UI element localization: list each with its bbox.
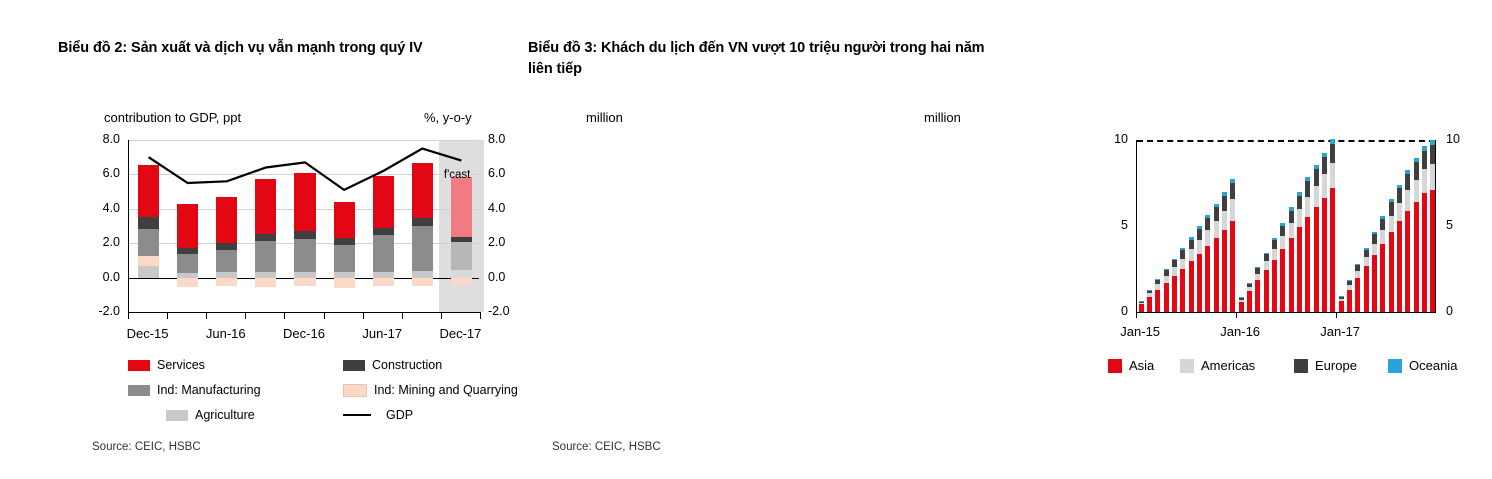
legend-swatch-services	[128, 360, 150, 371]
bar-column	[1172, 140, 1177, 312]
bar-segment	[1422, 193, 1427, 312]
bar-column	[1272, 140, 1277, 312]
bar-segment	[1172, 267, 1177, 276]
legend-swatch-construction	[343, 360, 365, 371]
bar-segment	[1347, 280, 1352, 281]
bar-segment	[1147, 297, 1152, 312]
bar-column	[1339, 140, 1344, 312]
right-chart-plot	[1136, 140, 1436, 312]
bar-segment	[1189, 240, 1194, 250]
bar-column	[1364, 140, 1369, 312]
bar-column	[1322, 140, 1327, 312]
legend-swatch-oceania	[1388, 359, 1402, 373]
bar-segment	[1222, 192, 1227, 196]
bar-segment	[1189, 249, 1194, 261]
y2-tick-label: 0	[1446, 304, 1453, 318]
bar-segment	[1380, 216, 1385, 219]
x-tick-mark	[128, 312, 129, 319]
bar-segment	[1314, 165, 1319, 169]
bar-segment	[1347, 285, 1352, 290]
bar-segment	[1164, 269, 1169, 270]
bar-column	[1180, 140, 1185, 312]
bar-segment	[1330, 163, 1335, 188]
x-tick-mark	[167, 312, 168, 319]
bar-segment	[1380, 244, 1385, 312]
bar-segment	[1239, 302, 1244, 312]
bar-column	[1430, 140, 1435, 312]
legend-item-services	[128, 358, 205, 372]
bar-segment	[1247, 284, 1252, 287]
bar-segment	[1339, 297, 1344, 299]
bar-segment	[1364, 250, 1369, 258]
y2-tick-label: 0.0	[488, 269, 506, 284]
bar-segment	[1280, 226, 1285, 236]
y-tick-label: -2.0	[98, 304, 120, 318]
right-chart-right-axis-caption: million	[924, 110, 961, 125]
bar-segment	[1255, 267, 1260, 268]
x-tick-mark	[480, 312, 481, 319]
x-tick-label: Jan-16	[1220, 324, 1261, 339]
bar-segment	[1264, 270, 1269, 312]
bar-segment	[1330, 188, 1335, 312]
bar-segment	[1197, 240, 1202, 254]
bar-segment	[1389, 232, 1394, 312]
bar-segment	[1372, 244, 1377, 255]
legend-label-agriculture: Agriculture	[195, 408, 255, 422]
x-tick-mark	[324, 312, 325, 319]
bar-segment	[1172, 259, 1177, 261]
bar-segment	[1314, 207, 1319, 312]
chart-title-left: Biểu đồ 2: Sản xuất và dịch vụ vẫn mạnh trong quý IV	[58, 40, 423, 56]
bar-segment	[1297, 196, 1302, 210]
bar-segment	[1430, 145, 1435, 164]
legend-item-agriculture	[166, 408, 255, 422]
bar-column	[1197, 140, 1202, 312]
x-tick-label: Jun-16	[205, 326, 246, 341]
bar-segment	[1222, 230, 1227, 312]
bar-segment	[1264, 254, 1269, 261]
bar-column	[1139, 140, 1144, 312]
bar-segment	[1255, 274, 1260, 281]
bar-segment	[1355, 271, 1360, 278]
legend-item-manufacturing	[128, 383, 261, 397]
legend-label-americas: Americas	[1201, 358, 1256, 373]
legend-item-europe	[1294, 358, 1357, 373]
bar-segment	[1247, 291, 1252, 312]
bar-segment	[1255, 268, 1260, 273]
bar-column	[1289, 140, 1294, 312]
bar-segment	[1139, 304, 1144, 312]
bar-segment	[1389, 216, 1394, 232]
bar-column	[1330, 140, 1335, 312]
source-note-right: Source: CEIC, HSBC	[552, 441, 661, 453]
y2-tick-label: 6.0	[488, 166, 506, 181]
bar-segment	[1189, 237, 1194, 239]
bar-segment	[1239, 297, 1244, 298]
x-tick-mark	[284, 312, 285, 319]
bar-segment	[1305, 177, 1310, 181]
y2-tick-label: 10	[1446, 132, 1460, 146]
x-tick-label: Jan-15	[1120, 324, 1161, 339]
bar-segment	[1197, 226, 1202, 229]
bar-segment	[1147, 293, 1152, 296]
legend-item-mining	[343, 383, 518, 397]
bar-column	[1189, 140, 1194, 312]
bar-segment	[1397, 185, 1402, 189]
bar-segment	[1422, 146, 1427, 151]
y-tick-label: 6.0	[102, 166, 120, 181]
bar-segment	[1405, 190, 1410, 211]
bar-segment	[1222, 211, 1227, 230]
bar-segment	[1405, 174, 1410, 190]
bar-segment	[1205, 246, 1210, 312]
bar-column	[1355, 140, 1360, 312]
forecast-label: f'cast	[443, 169, 471, 182]
x-tick-mark	[441, 312, 442, 319]
x-axis-line	[128, 312, 480, 313]
bar-segment	[1239, 300, 1244, 302]
y2-tick-label: 8.0	[488, 132, 506, 146]
bar-segment	[1389, 199, 1394, 202]
bar-column	[1155, 140, 1160, 312]
x-tick-label: Jan-17	[1320, 324, 1361, 339]
y-tick-label: 10	[1114, 132, 1128, 146]
bar-segment	[1155, 284, 1160, 289]
bar-segment	[1347, 290, 1352, 312]
x-tick-mark	[402, 312, 403, 319]
bar-segment	[1155, 290, 1160, 312]
bar-segment	[1164, 283, 1169, 312]
bar-segment	[1414, 162, 1419, 179]
legend-label-europe: Europe	[1315, 358, 1357, 373]
bar-segment	[1205, 215, 1210, 218]
x-tick-label: Dec-15	[126, 326, 169, 341]
bar-segment	[1147, 290, 1152, 291]
bar-segment	[1414, 202, 1419, 312]
bar-segment	[1264, 253, 1269, 255]
y-tick-label: 5	[1121, 218, 1128, 232]
right-axis-caption: %, y-o-y	[424, 110, 472, 125]
bar-segment	[1314, 169, 1319, 185]
bar-segment	[1322, 198, 1327, 312]
bar-column	[1205, 140, 1210, 312]
bar-segment	[1355, 265, 1360, 271]
bar-segment	[1230, 199, 1235, 221]
legend-label-services: Services	[157, 358, 205, 372]
bar-column	[1347, 140, 1352, 312]
legend-item-asia	[1108, 358, 1154, 373]
bar-segment	[1139, 303, 1144, 305]
x-tick-mark	[363, 312, 364, 319]
x-tick-mark	[1136, 312, 1137, 318]
bar-segment	[1172, 260, 1177, 267]
x-tick-mark	[206, 312, 207, 319]
bar-segment	[1297, 227, 1302, 312]
bar-segment	[1305, 217, 1310, 312]
bar-column	[1247, 140, 1252, 312]
bar-segment	[1189, 261, 1194, 312]
bar-column	[1405, 140, 1410, 312]
legend-label-construction: Construction	[372, 358, 443, 372]
right-chart-left-axis-caption: million	[586, 110, 623, 125]
left-chart-plot	[128, 140, 480, 312]
bar-segment	[1347, 281, 1352, 285]
bar-column	[1222, 140, 1227, 312]
bar-segment	[1272, 238, 1277, 240]
bar-column	[1305, 140, 1310, 312]
bar-segment	[1339, 301, 1344, 312]
bar-segment	[1280, 223, 1285, 226]
bar-segment	[1422, 169, 1427, 193]
legend-label-gdp: GDP	[386, 408, 414, 422]
legend-left	[128, 358, 518, 433]
legend-label-oceania: Oceania	[1409, 358, 1458, 373]
bar-segment	[1397, 221, 1402, 312]
bar-segment	[1180, 250, 1185, 258]
bar-segment	[1380, 219, 1385, 230]
x-tick-label: Jun-17	[362, 326, 403, 341]
legend-swatch-asia	[1108, 359, 1122, 373]
legend-swatch-mining	[343, 384, 367, 397]
legend-label-asia: Asia	[1129, 358, 1155, 373]
bar-segment	[1230, 179, 1235, 183]
bar-segment	[1405, 211, 1410, 312]
bar-segment	[1264, 261, 1269, 270]
legend-item-construction	[343, 358, 442, 372]
bar-segment	[1289, 211, 1294, 223]
x-tick-mark	[1236, 312, 1237, 318]
bar-segment	[1364, 257, 1369, 266]
y2-tick-label: -2.0	[488, 304, 510, 318]
bar-segment	[1322, 174, 1327, 197]
bar-column	[1230, 140, 1235, 312]
bar-column	[1297, 140, 1302, 312]
bar-column	[1255, 140, 1260, 312]
bar-segment	[1214, 207, 1219, 221]
bar-segment	[1205, 230, 1210, 245]
bar-segment	[1214, 204, 1219, 207]
bar-segment	[1255, 280, 1260, 312]
bar-segment	[1322, 157, 1327, 174]
bar-segment	[1164, 270, 1169, 276]
bar-segment	[1205, 218, 1210, 230]
legend-item-oceania	[1388, 358, 1457, 373]
bar-segment	[1355, 278, 1360, 312]
y-tick-label: 8.0	[102, 132, 120, 146]
legend-item-gdp	[343, 408, 413, 422]
bar-segment	[1430, 164, 1435, 190]
bar-segment	[1155, 279, 1160, 280]
bar-segment	[1272, 249, 1277, 260]
bar-segment	[1172, 276, 1177, 312]
y-tick-label: 0	[1121, 304, 1128, 318]
bar-segment	[1414, 158, 1419, 162]
bar-column	[1264, 140, 1269, 312]
bar-segment	[1280, 236, 1285, 249]
bar-segment	[1289, 238, 1294, 312]
bar-segment	[1214, 221, 1219, 238]
bar-segment	[1430, 190, 1435, 312]
bar-segment	[1405, 170, 1410, 174]
y-tick-label: 4.0	[102, 200, 120, 215]
bar-column	[1380, 140, 1385, 312]
bar-column	[1389, 140, 1394, 312]
bar-segment	[1372, 234, 1377, 243]
bar-segment	[1147, 290, 1152, 293]
bar-segment	[1430, 140, 1435, 145]
bar-segment	[1314, 186, 1319, 208]
bar-segment	[1380, 230, 1385, 244]
bar-column	[1280, 140, 1285, 312]
x-tick-mark	[245, 312, 246, 319]
left-axis-caption: contribution to GDP, ppt	[104, 110, 242, 125]
bar-segment	[1330, 144, 1335, 163]
bar-segment	[1164, 276, 1169, 283]
bar-segment	[1330, 139, 1335, 144]
bar-segment	[1297, 192, 1302, 195]
bar-segment	[1230, 221, 1235, 312]
bar-segment	[1355, 264, 1360, 265]
bar-segment	[1397, 203, 1402, 221]
bar-segment	[1322, 153, 1327, 158]
legend-item-americas	[1180, 358, 1255, 373]
bar-segment	[1180, 269, 1185, 312]
gdp-line	[129, 140, 481, 312]
y-tick-label: 0.0	[102, 269, 120, 284]
bar-column	[1214, 140, 1219, 312]
x-tick-label: Dec-16	[283, 326, 325, 341]
bar-column	[1397, 140, 1402, 312]
bar-segment	[1305, 197, 1310, 217]
bar-segment	[1280, 249, 1285, 312]
bar-segment	[1339, 296, 1344, 297]
bar-segment	[1305, 181, 1310, 196]
bar-segment	[1247, 283, 1252, 284]
bar-segment	[1389, 202, 1394, 215]
bar-segment	[1397, 188, 1402, 203]
bar-segment	[1289, 207, 1294, 210]
chart-panel-left	[0, 0, 520, 479]
bar-segment	[1364, 248, 1369, 250]
bar-segment	[1272, 260, 1277, 312]
legend-line-gdp	[343, 414, 371, 416]
bar-segment	[1230, 183, 1235, 199]
y2-tick-label: 5	[1446, 218, 1453, 232]
bar-segment	[1297, 209, 1302, 227]
legend-swatch-americas	[1180, 359, 1194, 373]
bar-segment	[1197, 229, 1202, 240]
chart-title-right: Biểu đồ 3: Khách du lịch đến VN vượt 10 triệu người trong hai năm liên tiếp	[528, 40, 985, 77]
legend-label-manufacturing: Ind: Manufacturing	[157, 383, 261, 397]
bar-column	[1422, 140, 1427, 312]
bar-segment	[1247, 287, 1252, 291]
bar-segment	[1422, 151, 1427, 169]
bar-segment	[1180, 259, 1185, 269]
bar-segment	[1414, 180, 1419, 202]
legend-swatch-agriculture	[166, 410, 188, 421]
source-note-left: Source: CEIC, HSBC	[92, 441, 201, 453]
bar-segment	[1364, 266, 1369, 312]
bar-column	[1239, 140, 1244, 312]
bar-segment	[1372, 232, 1377, 234]
bar-column	[1147, 140, 1152, 312]
chart-panel-right	[520, 0, 1460, 479]
bar-column	[1164, 140, 1169, 312]
bar-segment	[1272, 240, 1277, 249]
legend-swatch-europe	[1294, 359, 1308, 373]
legend-swatch-manufacturing	[128, 385, 150, 396]
bar-segment	[1289, 223, 1294, 238]
bar-segment	[1197, 254, 1202, 312]
legend-label-mining: Ind: Mining and Quarrying	[374, 383, 518, 397]
bar-column	[1414, 140, 1419, 312]
bar-segment	[1339, 299, 1344, 301]
bar-segment	[1214, 238, 1219, 312]
bar-column	[1314, 140, 1319, 312]
bar-segment	[1155, 280, 1160, 284]
y2-tick-label: 4.0	[488, 200, 506, 215]
y-tick-label: 2.0	[102, 235, 120, 250]
y2-tick-label: 2.0	[488, 235, 506, 250]
bar-segment	[1139, 301, 1144, 302]
x-tick-mark	[1336, 312, 1337, 318]
bar-column	[1372, 140, 1377, 312]
x-tick-label: Dec-17	[439, 326, 482, 341]
bar-segment	[1180, 248, 1185, 250]
bar-segment	[1222, 196, 1227, 211]
bar-segment	[1372, 255, 1377, 312]
x-axis-line	[1136, 312, 1436, 313]
